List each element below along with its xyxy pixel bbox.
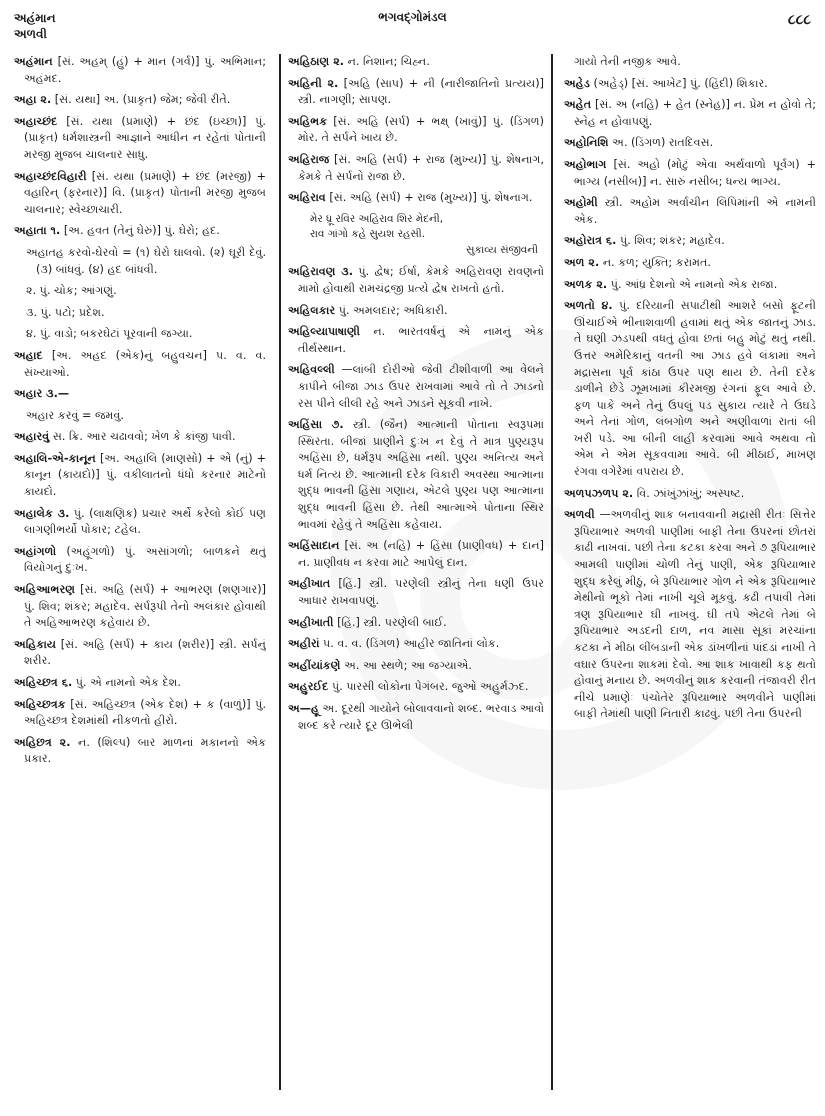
entry-headword: અહાલેક ૩. <box>14 506 70 520</box>
entry-headword: અહેડ <box>564 76 590 90</box>
entry-definition: [સં. અહમ્ (હું) + માન (ગર્વ)] પું. અભિમાન; અહંમદ. <box>24 55 266 85</box>
dictionary-entry <box>14 92 266 109</box>
entry-headword: અહોભાગ <box>564 157 607 171</box>
entry-headword: અહાલિ-એ-કાનૂન <box>14 451 96 465</box>
dictionary-entry <box>14 429 266 446</box>
entry-definition: પું. અમલદાર; અધિકારી. <box>338 303 448 317</box>
entry-definition: (અહેડ્) [સં. આખેટ] પું. (હિંદી) શિકાર. <box>593 76 768 90</box>
entry-definition: [સં. અહો (મોટું એવા અર્થવાળો પૂર્વગ) + ભાગ્ય (નસીબ)] ન. સારું નસીબ; ધન્ય ભાગ્ય. <box>574 157 816 188</box>
dictionary-entry <box>14 114 266 164</box>
entry-headword: અહિચ્છત્ર ૬. <box>14 676 73 689</box>
dictionary-title: ભગવદ્ગોમંડલ <box>378 10 447 24</box>
entry-definition: પ. વ. વ. (ડિંગળ) આહીર જાતિનાં લોક. <box>323 637 500 651</box>
dictionary-entry <box>564 233 816 250</box>
entry-definition: પું. દરિયાની સપાટીથી આશરે બસો ફૂટની ઊંચાઈએ ભીનાશવાળી હવામાં થતું એક જાતનું ઝાડ. તે ઘણી ઝડપથી વધતું હોવા છતાં બહુ મોટું થતું નથી. ઉત્તર અમેરિકાનું વતની આ ઝાડ હવે લંકામાં અને મદ્રાસના પૂર્વ કાંઠા ઉપર પણ થાય છે. તેની દરેક ડાળીને છેડે ઝૂમખામાં કીરમજી રંગનાં ફૂલ આવે છે. ફળ પાકે અને તેનું ઉપલું પડ સુકાય ત્યારે તે ઉઘડે અને તેનાં ગોળ, લંબગોળ અને અણીવાળાં રાતાં બી ખરી પડે. આ બીની લાહી કરવામાં આવે અથવા તો એમ ને એમ સૂકવવામાં આવે. બી મીઠાઈ, માખણ રંગવા વગેરેમાં વપરાય છે. <box>574 299 816 479</box>
dictionary-entry <box>564 486 816 503</box>
dictionary-entry <box>14 169 266 219</box>
entry-headword: અહિકાય <box>14 637 57 651</box>
entry-definition: [સં. અહિ (સર્પ) + રાજ (મુખ્ય)] પું. શેષનાગ, કેમકે તે સર્પનો રાજા છે. <box>298 152 544 183</box>
sub-sense: ૪. પું. વાડો; બકરઘેટાં પૂરવાની જગ્યા. <box>26 327 193 341</box>
entry-headword: અ—હૂ <box>288 702 319 715</box>
dictionary-entry <box>14 697 266 730</box>
entry-definition: —લાંબી દોરીઓ જેવી ટીશીવાળી આ વેલને કાપીને બીજા ઝાડ ઉપર રાખવામાં આવે તો તે ઝાડનો રસ પીને લીલી રહે અને ઝાડને સૂકવી નાખે. <box>298 363 544 410</box>
entry-headword: અહંમાન <box>14 55 53 68</box>
entry-definition: સ્ત્રી. (જૈન) આત્માની પોતાના સ્વરૂપમાં સ્થિરતા. બીજાં પ્રાણીને દુઃખ ન દેવું તે માત્ર પુણ્યરૂપ અહિંસા છે, ધર્મરૂપ અહિંસા નથી. પુણ્ય અનિત્ય અને ધર્મ નિત્ય છે. આત્માની દરેક વિકારી અવસ્થા આત્માના શુદ્ધ ભાવની હિંસા ગણાય, એટલે પુણ્ય પણ આત્માના શુદ્ધ ભાવની હિંસા છે. તેથી આત્માએ પોતાના સ્થિર ભાવમાં રહેવું તે અહિંસા કહેવાય. <box>298 418 544 531</box>
entry-headword: અહાદ <box>14 348 43 362</box>
entry-definition: [સં. યથા] અ. (પ્રાકૃત) જેમ; જેવી રીતે. <box>54 93 231 107</box>
dictionary-entry <box>288 701 544 734</box>
entry-definition: અ. દૂરથી ગાયોને બોલાવવાનો શબ્દ. ભરવાડ આવો શબ્દ કરે ત્યારે દૂર ઊભેલી <box>298 702 544 732</box>
sub-sense: અહાર કરવું = જમવું. <box>26 408 124 422</box>
entry-headword: અહાંગળો <box>14 544 57 558</box>
entry-headword: અહિઆભરણ <box>14 583 76 597</box>
entry-headword: અહુરઈદ <box>288 680 329 694</box>
entry-headword: અળતો ૪. <box>564 299 613 313</box>
entry-definition: પું. દ્વેષ; ઈર્ષા, કેમકે અહિરાવણ રાવણનો મામો હોવાથી રામચંદ્રજી પ્રત્યે દ્વેષ રાખતો હતો. <box>298 265 544 295</box>
dictionary-entry <box>564 507 816 723</box>
entry-headword: અહિચ્છત્રક <box>14 697 66 711</box>
entry-definition: [સં. અહિચ્છત્ર (એક દેશ) + ક (વાળું)] પું. અહિચ્છત્ર દેશમાંથી નીકળતો હીરો. <box>24 697 266 728</box>
entry-definition: [અ. અહાલિ (માણસો) + એ (નું) + કાનૂન (કાયદો)] પું. વકીલાતનો ધંધો કરનાર માટેનો કાયદો. <box>24 451 266 499</box>
dictionary-entry <box>288 54 544 71</box>
dictionary-entry <box>14 451 266 501</box>
quotation-line: રાવ ગાંગો કહે સુયશ રહસી. <box>310 227 426 240</box>
dictionary-entry <box>288 658 544 675</box>
entry-headword: અહિંસાદાન <box>288 539 340 553</box>
entry-definition: —અળવીનું શાક બનાવવાની મદ્રાસી રીતઃ સિત્તેર રૂપિયાભાર અળવી પાણીમાં બાફી તેના ઉપરનાં છોતરાં કાઢી નાખવાં. પછી તેના કટકા કરવા અને ૭ રૂપિયાભાર આમલી પાણીમાં ચોળી તેનું પાણી, એક રૂપિયાભાર શુદ્ધ કરેલું મીઠું, બે રૂપિયાભાર ગોળ ને એક રૂપિયાભાર મેથીનો ભૂકો તેમાં નાખી ચૂલે મૂકવું. કઢી તપાવી તેમાં ત્રણ રૂપિયાભાર ઘી નાખવું. ઘી તપે એટલે તેમાં બે રૂપિયાભાર અડદની દાળ, નવ માસા સૂકાં મરચાંના કટકા ને મીઠા લીંબડાની એક ડાંખળીનાં પાંદડાં નાખી તે વઘાર ઉપરના શાકમાં દેવો. આ શાક ખાવાથી કફ થતો હોવાનું મનાય છે. અળવીનું શાક કરવાની તંજાવરી રીત નીચે પ્રમાણેઃ પંચોતેર રૂપિયાભાર અળવીને પાણીમાં બાફી તેમાંથી પાણી નિતારી કાઢવું. પછી તેના ઉપરની <box>574 508 816 721</box>
entry-headword: અહિની ૨. <box>288 76 339 90</box>
dictionary-entry <box>288 114 544 147</box>
entry-definition: [સં. યથા (પ્રમાણે) + છંદ (મરજી) + વહારિન્ (ફરનાર)] વિ. (પ્રાકૃત) પોતાની મરજી મુજબ ચાલનાર; સ્વેચ્છાચારી. <box>24 169 266 216</box>
entry-headword: અહા ૨. <box>14 93 52 107</box>
entry-headword: અહોમી <box>564 196 598 210</box>
entry-headword: અહાચ્છંદવિહારી <box>14 169 87 183</box>
entry-definition: [અ. હવત (તેનું ઘેરું)] પું. ઘેરો; હદ. <box>63 224 220 238</box>
dictionary-entry <box>564 157 816 190</box>
entry-headword: અહારવું <box>14 430 50 444</box>
entry-headword: અહિભક <box>288 114 328 128</box>
entry-definition: અ. આ સ્થળે; આ જગ્યાએ. <box>344 658 472 672</box>
dictionary-entry <box>14 582 266 632</box>
dictionary-entry <box>14 348 266 381</box>
page-number: ૮૮૮ <box>787 12 811 28</box>
sub-sense: ૨. પું. ચોક; આંગણું. <box>26 284 117 298</box>
dictionary-entry <box>288 576 544 609</box>
entry-definition: (અહૂંગળો) પું. અસાંગળો; બાળકને થતું વિયોગનું દુઃખ. <box>24 544 266 575</box>
guide-word-first: અહંમાન <box>14 11 56 25</box>
entry-headword: અહાતા ૧. <box>14 224 61 238</box>
dictionary-entry <box>564 298 816 481</box>
dictionary-entry <box>288 636 544 653</box>
entry-headword: અળવી <box>564 508 595 522</box>
dictionary-entry <box>288 303 544 320</box>
entry-headword: અહીખાતી <box>288 615 334 629</box>
entry-definition: [સં. અહિ (સર્પ) + કાય (શરીર)] સ્ત્રી. સર્પનું શરીર. <box>24 637 266 668</box>
entry-definition: ન. ભારતવર્ષનું એ નામનું એક તીર્થસ્થાન. <box>298 325 544 355</box>
entry-definition: [સં. અહિ (સર્પ) + ભક્ષ્ (ખાવું)] પું. (ડિંગળ) મોર. તે સર્પને ખાય છે. <box>298 114 544 145</box>
entry-headword: અહિરાવ <box>288 191 326 205</box>
dictionary-entry <box>564 255 816 272</box>
entry-definition: [હિં.] સ્ત્રી. પરણેલી બાઈ. <box>337 615 447 629</box>
continued-text: ગાયો તેની નજીક આવે. <box>574 55 681 68</box>
entry-definition: [સં. અ (નહિ) + હેત (સ્નેહ)] ન. પ્રેમ ન હોવો તે; સ્નેહ ન હોવાપણું. <box>574 98 816 128</box>
sub-sense: ૩. પું. પટો; પ્રદેશ. <box>26 305 105 319</box>
dictionary-entry <box>14 735 266 768</box>
dictionary-entry <box>14 675 266 692</box>
entry-definition: અ. (ડિંગળ) રાતદિવસ. <box>612 136 714 150</box>
dictionary-entry <box>288 538 544 571</box>
entry-headword: અહીખાત <box>288 577 331 591</box>
entry-definition: પું. (લાક્ષણિક) પ્રચાર અર્થે કરેલો કોઈ પણ લાગણીભર્યો પોકાર; ટહેલ. <box>24 506 266 537</box>
entry-headword: અળ ૨. <box>564 255 600 269</box>
dictionary-entry <box>14 506 266 539</box>
entry-definition: [સં. અહિ (સર્પ) + આભરણ (શણગાર)] પું. શિવ; શંકર; મહાદેવ. સર્પરૂપી તેનો અલંકાર હોવાથી તે અહિઆભરણ કહેવાય છે. <box>24 583 266 630</box>
dictionary-entry <box>564 97 816 130</box>
column-1 <box>14 54 266 1089</box>
guide-word-last: અળવી <box>14 27 47 41</box>
entry-definition: [અહિ (સાપ) + ની (નારીજાતિનો પ્રત્યય)] સ્ત્રી. નાગણી; સાપણ. <box>298 76 544 107</box>
dictionary-entry <box>288 76 544 109</box>
quotation-line: મેર ધ્રૂ રવિર અહિરાવ શિર મેદની, <box>310 212 444 225</box>
entry-headword: અળક ૨. <box>564 277 608 291</box>
dictionary-entry <box>14 223 266 240</box>
dictionary-entry <box>564 135 816 152</box>
entry-definition: પું. પારસી લોકોના પેગંબર. જુઓ અહુર્મઝ્દ. <box>332 680 529 694</box>
dictionary-entry <box>14 544 266 577</box>
entry-definition: [સં. યથા (પ્રમાણે) + છંદ (ઇચ્છા)] પું. (પ્રાકૃત) ધર્મશાસ્ત્રની આજ્ઞાને આધીન ન રહેતાં પોતાની મરજી મુજબ ચાલનાર સાધુ. <box>24 114 266 161</box>
dictionary-entry <box>288 615 544 632</box>
entry-headword: અહિલ્યાપાષાણી <box>288 325 360 339</box>
dictionary-entry <box>564 76 816 93</box>
entry-definition: [સં. અહિ (સર્પ) + રાજ (મુખ્ય)] પું. શેષનાગ. <box>329 191 533 205</box>
entry-headword: અહીંયાંકણે <box>288 658 341 672</box>
entry-headword: અહિઠાણ ૨. <box>288 55 345 68</box>
entry-headword: અહાર ૩.— <box>14 387 70 401</box>
dictionary-entry <box>564 195 816 228</box>
column-3 <box>564 54 816 1089</box>
entry-definition: [સં. અ (નહિ) + હિંસા (પ્રાણીવધ) + દાન] ન. પ્રાણીવધ ન કરવા માટે આપેલું દાન. <box>298 539 544 569</box>
page-header <box>0 0 825 52</box>
dictionary-entry <box>564 277 816 294</box>
entry-headword: અહિરાવણ ૩. <box>288 265 353 279</box>
entry-definition: વિ. ઝાંખુંઝાંખું; અસ્પષ્ટ. <box>636 486 745 500</box>
dictionary-entry <box>288 679 544 696</box>
dictionary-entry <box>14 54 266 87</box>
dictionary-entry <box>288 362 544 412</box>
dictionary-entry <box>288 264 544 297</box>
dictionary-columns <box>0 54 825 1094</box>
entry-definition: સ. ક્રિ. આર ચઢાવવો; ખેળ કે કાંજી પાવી. <box>52 430 236 444</box>
entry-definition: ન. નિશાન; ચિહ્ન. <box>347 55 430 68</box>
entry-headword: અહિછત્ર ૨. <box>14 735 71 749</box>
entry-headword: અહીરાં <box>288 637 320 651</box>
entry-headword: અહિલકાર <box>288 303 336 317</box>
entry-headword: અહાચ્છંદ <box>14 114 58 128</box>
entry-definition: પું. એ નામનો એક દેશ. <box>75 676 181 689</box>
dictionary-entry <box>288 190 544 207</box>
quotation-source: સુકાવ્ય સંજીવની <box>465 243 538 256</box>
entry-headword: અહિંસા ૭. <box>288 418 344 432</box>
column-2 <box>288 54 544 1089</box>
dictionary-entry <box>288 152 544 185</box>
entry-definition: ન. કળ; યુક્તિ; કરામત. <box>602 255 711 269</box>
entry-headword: અળપઝળપ ૨. <box>564 486 634 500</box>
entry-headword: અહોનિશિ <box>564 136 609 150</box>
entry-definition: [હિં.] સ્ત્રી. પરણેલી સ્ત્રીનું તેના ધણી ઉપર આધાર રાખવાપણું. <box>298 577 544 608</box>
dictionary-entry <box>288 417 544 533</box>
entry-headword: અહિવલ્લી <box>288 363 335 377</box>
entry-headword: અહિરાજ <box>288 152 330 166</box>
dictionary-entry <box>14 637 266 670</box>
entry-headword: અહેત <box>564 98 592 112</box>
entry-definition: પું. આંધ્ર દેશનો એ નામનો એક રાજા. <box>610 277 778 291</box>
entry-definition: પું. શિવ; શંકર; મહાદેવ. <box>619 234 725 248</box>
entry-headword: અહોરાત્ર ૬. <box>564 234 617 248</box>
sub-sense: અહાતહ કરવો-ઘેરવો = (૧) ઘેરો ઘાલવો. (૨) ઘૂરી દેવું. (૩) બાંધવું. (૪) હદ બાંધવી. <box>26 245 266 276</box>
dictionary-entry <box>14 386 266 403</box>
entry-definition: ન. (શિલ્પ) બાર માળનાં મકાનનો એક પ્રકાર. <box>24 735 266 766</box>
dictionary-entry <box>288 324 544 357</box>
entry-definition: સ્ત્રી. અહોમ અર્વાચીન લિપિમાંની એ નામની એક. <box>574 196 816 226</box>
entry-definition: [અ. અહદ (એક)નું બહુવચન] પ. વ. વ. સંખ્યાઓ. <box>24 348 266 379</box>
